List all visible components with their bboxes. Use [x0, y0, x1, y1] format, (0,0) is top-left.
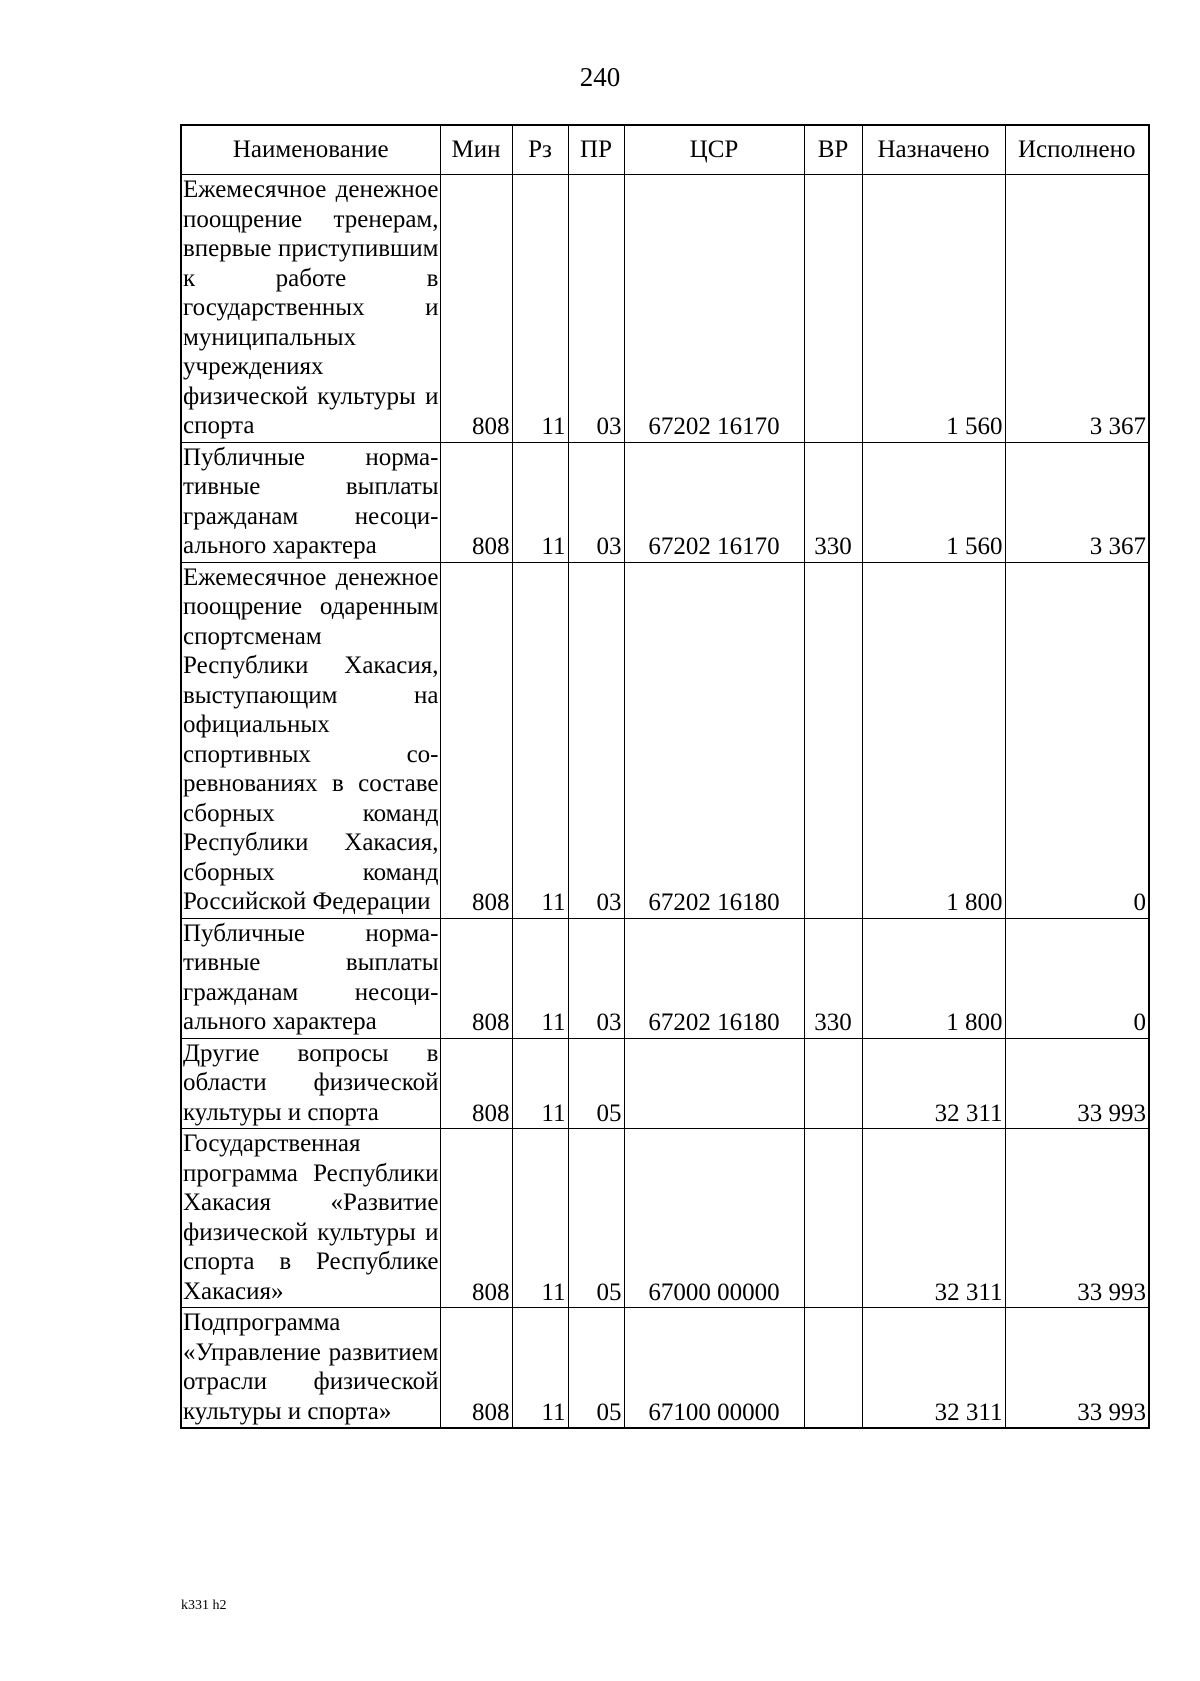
header-vr: ВР — [804, 125, 862, 175]
cell-csr: 67202 16180 — [624, 918, 804, 1038]
header-row — [181, 125, 1149, 175]
cell-csr — [624, 1038, 804, 1129]
cell-ispolneno: 33 993 — [1005, 1308, 1149, 1429]
cell-rz: 11 — [512, 918, 568, 1038]
cell-naznacheno: 32 311 — [862, 1308, 1005, 1429]
header-pr: ПР — [568, 125, 624, 175]
cell-name: Подпрограмма «Управление развитием отрасли физической культуры и спорта» — [181, 1308, 440, 1429]
table-body — [181, 175, 1149, 1429]
cell-min: 808 — [440, 1038, 512, 1129]
cell-vr — [804, 1129, 862, 1308]
page-number: 240 — [579, 62, 621, 92]
budget-table — [180, 124, 1150, 1429]
cell-min: 808 — [440, 175, 512, 443]
cell-rz: 11 — [512, 1308, 568, 1429]
cell-ispolneno: 33 993 — [1005, 1038, 1149, 1129]
table-row — [181, 1129, 1149, 1308]
cell-pr: 05 — [568, 1129, 624, 1308]
cell-pr: 03 — [568, 562, 624, 918]
cell-pr: 03 — [568, 918, 624, 1038]
cell-ispolneno: 0 — [1005, 562, 1149, 918]
cell-name: Публичные нормативные выплаты гражданам несоциального характера — [181, 918, 440, 1038]
cell-rz: 11 — [512, 562, 568, 918]
header-name: Наименование — [181, 125, 440, 175]
cell-csr: 67202 16170 — [624, 175, 804, 443]
cell-vr — [804, 1308, 862, 1429]
cell-name: Публичные нормативные выплаты гражданам несоциального характера — [181, 442, 440, 562]
cell-min: 808 — [440, 918, 512, 1038]
cell-csr: 67000 00000 — [624, 1129, 804, 1308]
cell-naznacheno: 1 800 — [862, 918, 1005, 1038]
cell-ispolneno: 0 — [1005, 918, 1149, 1038]
cell-ispolneno: 3 367 — [1005, 175, 1149, 443]
cell-pr: 05 — [568, 1038, 624, 1129]
cell-pr: 03 — [568, 175, 624, 443]
cell-naznacheno: 1 560 — [862, 175, 1005, 443]
cell-vr — [804, 175, 862, 443]
cell-naznacheno: 1 560 — [862, 442, 1005, 562]
cell-name: Ежемесячное денежное поощрение тренерам, впервые приступившим к работе в государственных и муниципальных учреждениях физической культуры и спорта — [181, 175, 440, 443]
table-row — [181, 442, 1149, 562]
cell-ispolneno: 33 993 — [1005, 1129, 1149, 1308]
cell-csr: 67202 16180 — [624, 562, 804, 918]
footer-code: k331 h2 — [181, 1598, 227, 1613]
cell-rz: 11 — [512, 1129, 568, 1308]
table-row — [181, 918, 1149, 1038]
cell-pr: 05 — [568, 1308, 624, 1429]
cell-min: 808 — [440, 442, 512, 562]
cell-name: Государственная программа Республики Хакасия «Развитие физической культуры и спорта в Республике Хакасия» — [181, 1129, 440, 1308]
cell-name: Ежемесячное денежное поощрение одаренным спортсменам Республики Хакасия, выступающим на официальных спортивных соревнованиях в составе сборных команд Республики Хакасия, сборных команд Российской Федерации — [181, 562, 440, 918]
header-rz: Рз — [512, 125, 568, 175]
cell-rz: 11 — [512, 442, 568, 562]
header-naznacheno: Назначено — [862, 125, 1005, 175]
cell-rz: 11 — [512, 175, 568, 443]
cell-ispolneno: 3 367 — [1005, 442, 1149, 562]
header-csr: ЦСР — [624, 125, 804, 175]
cell-min: 808 — [440, 1308, 512, 1429]
table-row — [181, 1038, 1149, 1129]
table-header — [181, 125, 1149, 175]
cell-csr: 67202 16170 — [624, 442, 804, 562]
header-ispolneno: Исполнено — [1005, 125, 1149, 175]
cell-pr: 03 — [568, 442, 624, 562]
cell-vr — [804, 562, 862, 918]
cell-vr: 330 — [804, 442, 862, 562]
cell-vr: 330 — [804, 918, 862, 1038]
cell-min: 808 — [440, 562, 512, 918]
table-row — [181, 1308, 1149, 1429]
cell-naznacheno: 32 311 — [862, 1038, 1005, 1129]
table-row — [181, 562, 1149, 918]
cell-name: Другие вопросы в области физической культуры и спорта — [181, 1038, 440, 1129]
cell-rz: 11 — [512, 1038, 568, 1129]
header-min: Мин — [440, 125, 512, 175]
cell-min: 808 — [440, 1129, 512, 1308]
cell-naznacheno: 32 311 — [862, 1129, 1005, 1308]
table-row — [181, 175, 1149, 443]
cell-vr — [804, 1038, 862, 1129]
cell-csr: 67100 00000 — [624, 1308, 804, 1429]
cell-naznacheno: 1 800 — [862, 562, 1005, 918]
